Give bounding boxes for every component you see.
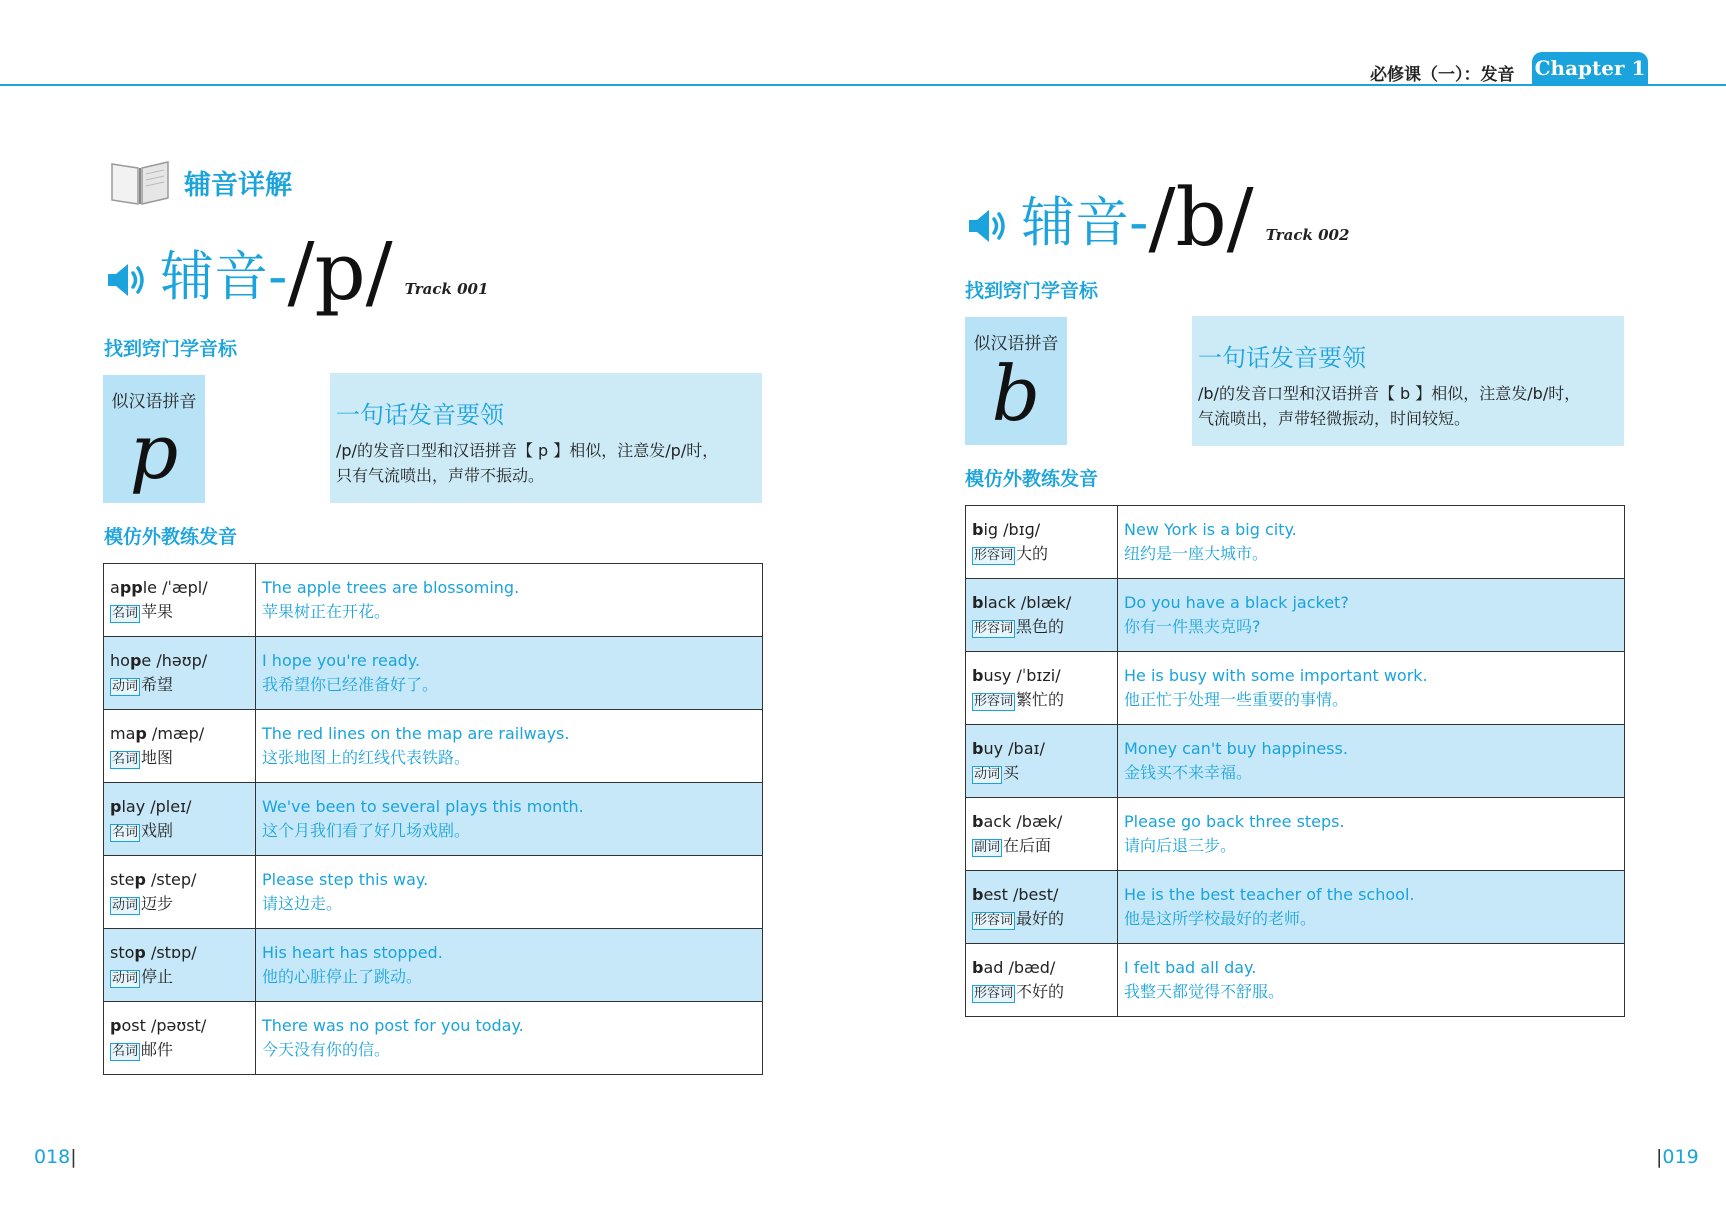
meaning: 邮件 <box>141 1040 174 1059</box>
word: buy /baɪ/ <box>972 739 1045 758</box>
word-cell <box>966 506 1118 579</box>
sentence-zh: 苹果树正在开花。 <box>262 602 391 621</box>
meaning: 黑色的 <box>1016 617 1065 636</box>
section-heading <box>108 158 292 206</box>
sentence-cell <box>1118 652 1625 725</box>
word-cell <box>966 725 1118 798</box>
word-table <box>103 563 763 1075</box>
sentence-zh: 这个月我们看了好几场戏剧。 <box>262 821 471 840</box>
table-row <box>104 710 763 783</box>
right-page <box>863 0 1726 1218</box>
meaning: 大的 <box>1016 544 1049 563</box>
running-head: 必修课（一）：发音 <box>1370 65 1515 85</box>
word-cell <box>966 871 1118 944</box>
sentence-cell <box>256 856 763 929</box>
table-row <box>966 798 1625 871</box>
sound-symbol: /b/ <box>1148 171 1254 264</box>
pos-tag: 名词 <box>112 752 139 767</box>
meaning: 最好的 <box>1016 909 1065 928</box>
meaning: 停止 <box>141 967 174 986</box>
sentence-cell <box>256 564 763 637</box>
sentence-cell <box>256 1002 763 1075</box>
table-row <box>104 637 763 710</box>
pinyin-letter: b <box>991 349 1041 438</box>
word-cell <box>966 652 1118 725</box>
table-row <box>966 944 1625 1017</box>
sentence-zh: 我整天都觉得不舒服。 <box>1124 982 1285 1001</box>
word: apple /ˈæpl/ <box>110 578 208 597</box>
tip-box <box>330 373 762 503</box>
pos-tag: 形容词 <box>974 913 1014 928</box>
book-icon <box>108 158 172 206</box>
table-row <box>966 725 1625 798</box>
sentence-zh: 他正忙于处理一些重要的事情。 <box>1124 690 1349 709</box>
sentence-en: Please step this way. <box>262 870 429 889</box>
pos-tag: 名词 <box>112 606 139 621</box>
word-cell <box>966 579 1118 652</box>
word: play /pleɪ/ <box>110 797 192 816</box>
sentence-en: He is busy with some important work. <box>1124 666 1428 685</box>
page-number-right: |019 <box>1656 1146 1699 1168</box>
pinyin-box <box>103 375 205 503</box>
sentence-zh: 纽约是一座大城市。 <box>1124 544 1269 563</box>
sentence-cell <box>1118 725 1625 798</box>
table-row <box>104 929 763 1002</box>
sentence-en: The red lines on the map are railways. <box>262 724 570 743</box>
pinyin-letter: p <box>129 407 179 496</box>
table-row <box>966 871 1625 944</box>
sound-title-p <box>104 225 489 318</box>
word: black /blæk/ <box>972 593 1072 612</box>
track-label[interactable]: Track 002 <box>1265 226 1350 244</box>
sentence-cell <box>1118 506 1625 579</box>
word-cell <box>966 944 1118 1017</box>
tip-line-1: /b/的发音口型和汉语拼音【 b 】相似，注意发/b/时， <box>1198 384 1581 403</box>
word-table <box>965 505 1625 1017</box>
sentence-cell <box>256 783 763 856</box>
sentence-zh: 金钱买不来幸福。 <box>1124 763 1253 782</box>
meaning: 希望 <box>141 675 174 694</box>
meaning: 不好的 <box>1016 982 1065 1001</box>
word: map /mæp/ <box>110 724 205 743</box>
find-label: 找到窍门学音标 <box>965 280 1099 302</box>
table-row <box>966 579 1625 652</box>
meaning: 戏剧 <box>141 821 174 840</box>
pos-tag: 形容词 <box>974 694 1014 709</box>
speaker-icon[interactable] <box>965 206 1013 246</box>
sentence-cell <box>1118 944 1625 1017</box>
word: stop /stɒp/ <box>110 943 197 962</box>
sentence-zh: 他是这所学校最好的老师。 <box>1124 909 1317 928</box>
sentence-en: I hope you're ready. <box>262 651 421 670</box>
table-row <box>104 1002 763 1075</box>
sentence-zh: 这张地图上的红线代表铁路。 <box>262 748 471 767</box>
word: bad /bæd/ <box>972 958 1056 977</box>
tip-title: 一句话发音要领 <box>1198 344 1366 372</box>
word: busy /ˈbɪzi/ <box>972 666 1061 685</box>
find-label: 找到窍门学音标 <box>104 338 238 360</box>
sentence-cell <box>256 929 763 1002</box>
tip-box <box>1192 316 1624 446</box>
word: best /best/ <box>972 885 1059 904</box>
sentence-zh: 请这边走。 <box>262 894 343 913</box>
imitate-label: 模仿外教练发音 <box>104 526 238 548</box>
pos-tag: 动词 <box>112 679 139 694</box>
sentence-en: The apple trees are blossoming. <box>262 578 520 597</box>
sentence-cell <box>1118 579 1625 652</box>
sound-title-b <box>965 171 1350 264</box>
meaning: 在后面 <box>1003 836 1052 855</box>
word-cell <box>104 710 256 783</box>
sentence-en: Do you have a black jacket? <box>1124 593 1349 612</box>
tip-line-2: 气流喷出，声带轻微振动，时间较短。 <box>1198 409 1471 428</box>
word-cell <box>104 564 256 637</box>
pinyin-label: 似汉语拼音 <box>973 334 1059 354</box>
sentence-en: He is the best teacher of the school. <box>1124 885 1415 904</box>
tip-title: 一句话发音要领 <box>336 401 504 429</box>
table-row <box>966 652 1625 725</box>
meaning: 地图 <box>141 748 174 767</box>
sentence-en: I felt bad all day. <box>1124 958 1257 977</box>
table-row <box>104 856 763 929</box>
word-cell <box>104 856 256 929</box>
pos-tag: 名词 <box>112 825 139 840</box>
pinyin-label: 似汉语拼音 <box>111 392 197 412</box>
sentence-zh: 今天没有你的信。 <box>262 1040 391 1059</box>
sound-name: 辅音- <box>1021 191 1149 254</box>
meaning: 买 <box>1003 763 1020 782</box>
sentence-en: There was no post for you today. <box>262 1016 524 1035</box>
pinyin-box <box>965 317 1067 445</box>
word: back /bæk/ <box>972 812 1063 831</box>
meaning: 繁忙的 <box>1016 690 1065 709</box>
sentence-cell <box>256 710 763 783</box>
sound-symbol: /p/ <box>287 225 393 318</box>
word-cell <box>104 929 256 1002</box>
section-title: 辅音详解 <box>184 169 292 201</box>
speaker-icon[interactable] <box>104 260 152 300</box>
sentence-en: We've been to several plays this month. <box>262 797 584 816</box>
word-cell <box>104 637 256 710</box>
imitate-label: 模仿外教练发音 <box>965 468 1099 490</box>
sentence-en: New York is a big city. <box>1124 520 1297 539</box>
sentence-cell <box>1118 871 1625 944</box>
pos-tag: 动词 <box>974 767 1001 782</box>
word: hope /həʊp/ <box>110 651 208 670</box>
chapter-tab: Chapter 1 <box>1532 52 1648 84</box>
word-cell <box>104 783 256 856</box>
table-row <box>104 564 763 637</box>
pos-tag: 形容词 <box>974 548 1014 563</box>
word-cell <box>966 798 1118 871</box>
sentence-zh: 我希望你已经准备好了。 <box>262 675 439 694</box>
table-row <box>966 506 1625 579</box>
sentence-cell <box>1118 798 1625 871</box>
word: post /pəʊst/ <box>110 1016 207 1035</box>
page-number-left: 018| <box>34 1146 77 1168</box>
pos-tag: 名词 <box>112 1044 139 1059</box>
sentence-zh: 请向后退三步。 <box>1124 836 1237 855</box>
pos-tag: 副词 <box>974 840 1001 855</box>
sentence-zh: 你有一件黑夹克吗? <box>1124 617 1261 636</box>
sound-name: 辅音- <box>160 245 288 308</box>
meaning: 苹果 <box>141 602 174 621</box>
sentence-en: His heart has stopped. <box>262 943 443 962</box>
sentence-zh: 他的心脏停止了跳动。 <box>262 967 423 986</box>
pos-tag: 形容词 <box>974 621 1014 636</box>
meaning: 迈步 <box>141 894 174 913</box>
sentence-en: Money can't buy happiness. <box>1124 739 1348 758</box>
sentence-cell <box>256 637 763 710</box>
tip-line-2: 只有气流喷出，声带不振动。 <box>336 466 545 485</box>
word: step /step/ <box>110 870 197 889</box>
pos-tag: 动词 <box>112 971 139 986</box>
table-row <box>104 783 763 856</box>
word: big /bɪɡ/ <box>972 520 1041 539</box>
word-cell <box>104 1002 256 1075</box>
track-label[interactable]: Track 001 <box>404 280 489 298</box>
tip-line-1: /p/的发音口型和汉语拼音【 p 】相似，注意发/p/时， <box>336 441 719 460</box>
pos-tag: 动词 <box>112 898 139 913</box>
sentence-en: Please go back three steps. <box>1124 812 1345 831</box>
pos-tag: 形容词 <box>974 986 1014 1001</box>
